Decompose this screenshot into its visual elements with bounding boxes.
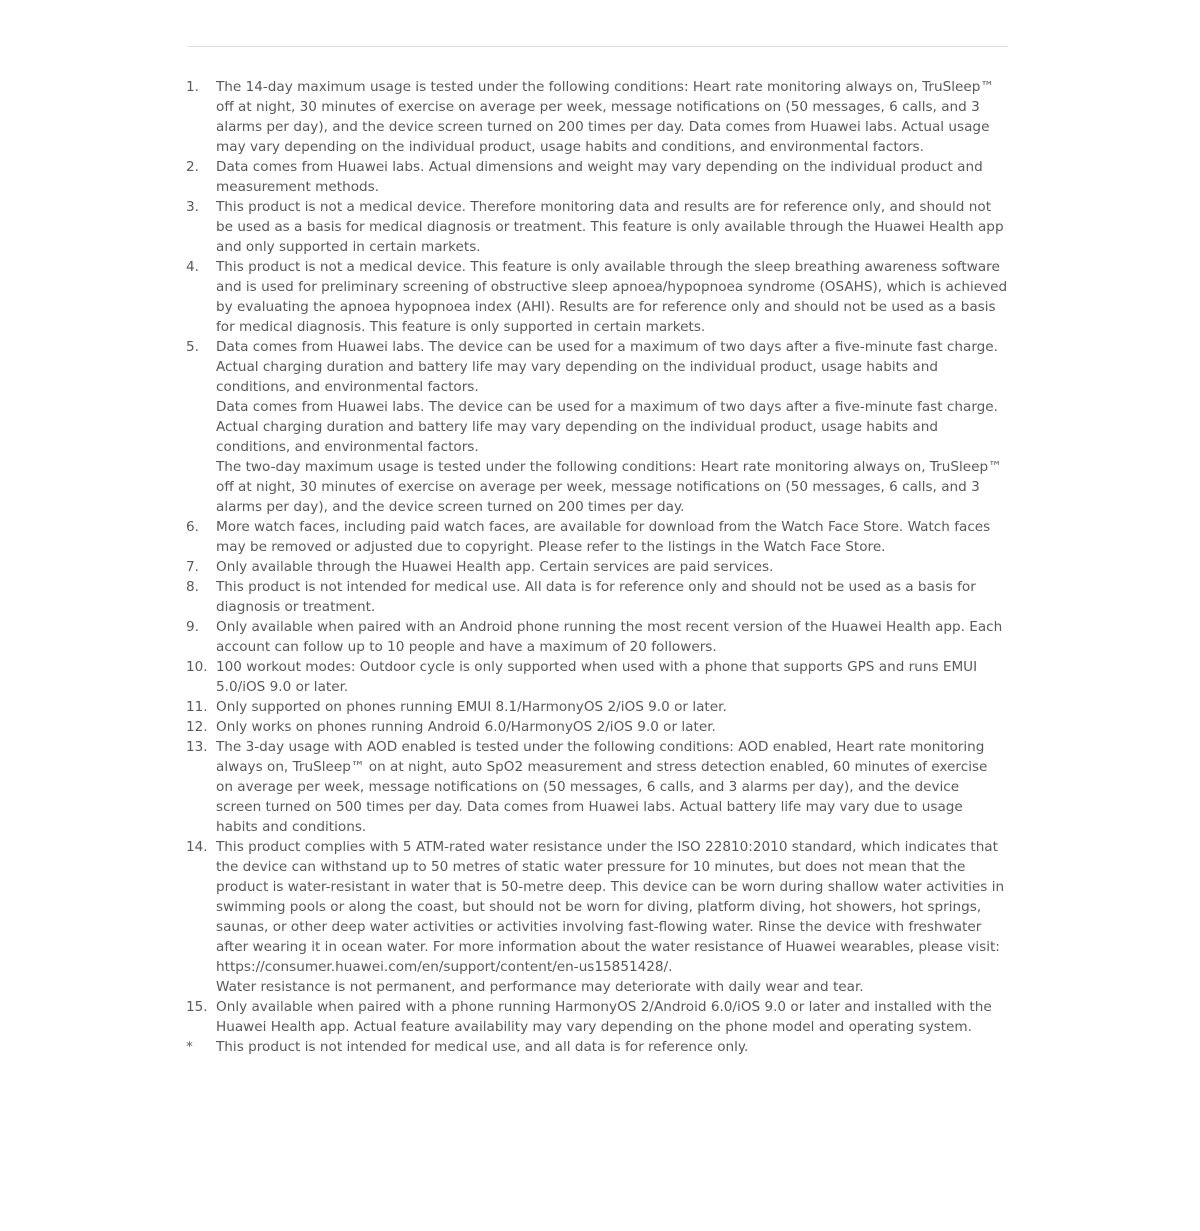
footnote-marker: 10. xyxy=(186,659,208,675)
footnote-4 xyxy=(186,257,1008,337)
footnote-text: Only available when paired with an Android phone running the most recent version of the Huawei Health app. Each account can follow up to 10 people and have a maximum of 20 followers. xyxy=(216,619,1003,655)
footnote-text: This product is not intended for medical use, and all data is for reference only. xyxy=(216,1039,749,1055)
footnote-text: This product is not a medical device. Therefore monitoring data and results are for reference only, and should not be used as a basis for medical diagnosis or treatment. This feature is only available through the Huawei Health app and only supported in certain markets. xyxy=(216,199,1004,255)
footnote-text: This product is not a medical device. This feature is only available through the sleep breathing awareness software and is used for preliminary screening of obstructive sleep apnoea/hypopnoea syndrome (OSAHS), which is achieved by evaluating the apnoea hypopnoea index (AHI). Results are for reference only and should not be used as a basis for medical diagnosis. This feature is only supported in certain markets. xyxy=(216,259,1008,335)
footnote-marker: 4. xyxy=(186,259,199,275)
footnote-8 xyxy=(186,577,1008,617)
footnote-marker: 8. xyxy=(186,579,199,595)
footnote-text: 100 workout modes: Outdoor cycle is only supported when used with a phone that supports GPS and runs EMUI 5.0/iOS 9.0 or later. xyxy=(216,659,978,695)
footnote-2 xyxy=(186,157,1008,197)
footnote-3 xyxy=(186,197,1008,257)
footnote-text: More watch faces, including paid watch faces, are available for download from the Watch Face Store. Watch faces may be removed or adjusted due to copyright. Please refer to the listings in the Watch Face Store. xyxy=(216,519,991,555)
footnote-marker: * xyxy=(186,1039,193,1055)
footnote-text: The 14-day maximum usage is tested under the following conditions: Heart rate monitoring always on, TruSleep™ off at night, 30 minutes of exercise on average per week, message notifications on (50 messages, 6 calls, and 3 alarms per day), and the device screen turned on 200 times per day. Data comes from Huawei labs. Actual usage may vary depending on the individual product, usage habits and conditions, and environmental factors. xyxy=(216,79,994,155)
footnote-13 xyxy=(186,737,1008,837)
footnote-text: Only supported on phones running EMUI 8.1/HarmonyOS 2/iOS 9.0 or later. xyxy=(216,699,727,715)
footnote-6 xyxy=(186,517,1008,557)
footnote-1 xyxy=(186,77,1008,157)
footnote-11 xyxy=(186,697,1008,717)
footnote-text: This product is not intended for medical use. All data is for reference only and should not be used as a basis for diagnosis or treatment. xyxy=(216,579,976,615)
footnote-text: Data comes from Huawei labs. The device can be used for a maximum of two days after a five-minute fast charge. Actual charging duration and battery life may vary depending on the individual product, usage habits and conditions, and environmental factors. xyxy=(216,339,998,395)
footnote-12 xyxy=(186,717,1008,737)
footnote-marker: 5. xyxy=(186,339,199,355)
footnote-marker: 13. xyxy=(186,739,208,755)
footnote-text: Only available when paired with a phone running HarmonyOS 2/Android 6.0/iOS 9.0 or later and installed with the Huawei Health app. Actual feature availability may vary depending on the phone model and operating system. xyxy=(216,999,992,1035)
footnote-10 xyxy=(186,657,1008,697)
footnote-marker: 3. xyxy=(186,199,199,215)
footnote-7 xyxy=(186,557,1008,577)
footnote-text: This product complies with 5 ATM-rated water resistance under the ISO 22810:2010 standard, which indicates that the device can withstand up to 50 metres of static water pressure for 10 minutes, but does not mean that the product is water-resistant in water that is 50-metre deep. This device can be worn during shallow water activities in swimming pools or along the coast, but should not be worn for diving, platform diving, hot showers, hot springs, saunas, or other deep water activities or activities involving fast-flowing water. Rinse the device with freshwater after wearing it in ocean water. For more information about the water resistance of Huawei wearables, please visit: https://consumer.huawei.com/en/support/content/en-us15851428/. xyxy=(216,839,1005,975)
footnote-marker: 2. xyxy=(186,159,199,175)
footnote-text: Water resistance is not permanent, and performance may deteriorate with daily wear and tear. xyxy=(216,979,864,995)
footnotes-list xyxy=(186,77,1008,1057)
footnote-text: Data comes from Huawei labs. The device can be used for a maximum of two days after a five-minute fast charge. Actual charging duration and battery life may vary depending on the individual product, usage habits and conditions, and environmental factors. xyxy=(216,399,998,455)
footnote-marker: 12. xyxy=(186,719,208,735)
footnote-marker: 15. xyxy=(186,999,208,1015)
footnote-15 xyxy=(186,997,1008,1037)
footnote-text: Data comes from Huawei labs. Actual dimensions and weight may vary depending on the individual product and measurement methods. xyxy=(216,159,983,195)
footnote-5 xyxy=(186,337,1008,517)
footnote-asterisk xyxy=(186,1037,1008,1057)
footnote-text: The 3-day usage with AOD enabled is tested under the following conditions: AOD enabled, Heart rate monitoring always on, TruSleep™ on at night, auto SpO2 measurement and stress detection enabled, 60 minutes of exercise on average per week, message notifications on (50 messages, 6 calls, and 3 alarms per day), and the device screen turned on 500 times per day. Data comes from Huawei labs. Actual battery life may vary due to usage habits and conditions. xyxy=(216,739,988,835)
footnote-marker: 11. xyxy=(186,699,208,715)
footnote-14 xyxy=(186,837,1008,997)
footnote-9 xyxy=(186,617,1008,657)
top-divider xyxy=(188,46,1008,47)
footnote-marker: 1. xyxy=(186,79,199,95)
footnote-text: Only available through the Huawei Health app. Certain services are paid services. xyxy=(216,559,774,575)
footnote-marker: 7. xyxy=(186,559,199,575)
footnote-marker: 14. xyxy=(186,839,208,855)
footnote-marker: 6. xyxy=(186,519,199,535)
footnote-text: The two-day maximum usage is tested under the following conditions: Heart rate monitoring always on, TruSleep™ off at night, 30 minutes of exercise on average per week, message notifications on (50 messages, 6 calls, and 3 alarms per day), and the device screen turned on 200 times per day. xyxy=(216,459,1002,515)
footnote-marker: 9. xyxy=(186,619,199,635)
footnote-text: Only works on phones running Android 6.0/HarmonyOS 2/iOS 9.0 or later. xyxy=(216,719,716,735)
